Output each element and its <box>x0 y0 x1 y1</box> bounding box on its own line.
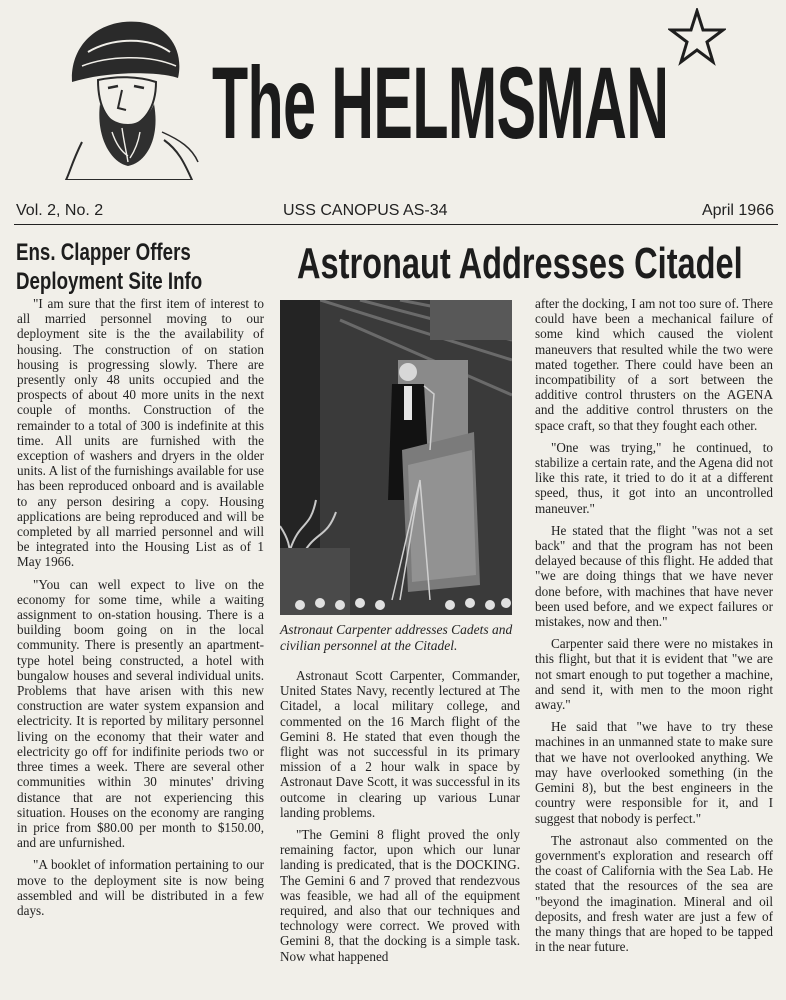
issue-volume: Vol. 2, No. 2 <box>16 202 104 219</box>
left-article-body <box>17 296 264 925</box>
main-paragraph: "One was trying," he continued, to stabilize a certain rate, and the Agena did not like this rate, it tried to do it at a different speed, thus, it got into an uncontrolled maneuver." <box>535 439 773 516</box>
left-paragraph: "You can well expect to live on the economy for some time, while a waiting assignment to on-station housing. There is a building boom going on in the local community. There is presently an apartment-type hotel being constructed, a hotel with bungalow houses and several individual units. Problems that have arisen with this new construction are water system expansion and electricity. It is reported by military personnel living on the economy that their water and electricity go off for indifinite periods two or three times a week. There are several other communities within 30 minutes' driving distance that are not experiencing this situation. Houses on the economy are ranging in price from $80.00 per month to $150.00, and are unfurnished. <box>17 576 264 851</box>
main-paragraph: after the docking, I am not too sure of. There could have been a mechanical failure of some kind which caused the violent maneuvers that resulted while the two were mated together. There could have been an incompatibility of a sort between the additive control thrusters on the AGENA and the additive control thrusters on the space craft, so that they fought each other. <box>535 296 773 433</box>
left-paragraph: "I am sure that the first item of interest to all married personnel moving to our deployment site is the the availability of housing. The construction of on station housing is progressing slowly. There are presently only 48 units occupied and the prospects of about 40 more units in the next couple of months. Construction of the remainder to a total of 300 is indefinite at this time. All units are furnished with the exception of washers and dryers in the older units. A list of the furnishings available for use has been reproduced onboard and is available to any person desiring a copy. Housing applications are being reproduced and will be completed by all married personnel and will be integrated into the Housing List as of 1 May 1966. <box>17 296 264 570</box>
main-article-col3 <box>535 296 773 961</box>
main-paragraph: The astronaut also commented on the government's exploration and research off the coast of California with the Sea Lab. He stated that the resources of the sea are "beyond the imagination. Mineral and oil deposits, and fresh water are just a few of the many things that are hoped to be tapped in the near future. <box>535 832 773 955</box>
star-icon <box>668 8 726 66</box>
issue-date: April 1966 <box>701 202 774 219</box>
left-headline-line1: Ens. Clapper Offers <box>16 239 191 266</box>
masthead-title: The HELMSMAN <box>212 46 669 160</box>
left-paragraph: "A booklet of information pertaining to our move to the deployment site is now being assembled and will be distributed in a few days. <box>17 857 264 918</box>
issue-info-bar <box>14 202 778 225</box>
astronaut-photo <box>280 300 512 615</box>
main-paragraph: Astronaut Scott Carpenter, Commander, United States Navy, recently lectured at The Citadel, a local military college, and commented on the 16 March flight of the Gemini 8. He stated that even though the flight was not successful in its primary mission of a 2 hour walk in space by Astronaut Dave Scott, it was successful in its outcome in clearing up various Lunar landing problems. <box>280 668 520 820</box>
main-paragraph: Carpenter said there were no mistakes in this flight, but that it is evident that "we are not smart enough to put together a machine, and send it, with men to the moon right away." <box>535 636 773 713</box>
ship-name: USS CANOPUS AS-34 <box>283 202 448 219</box>
left-article-headline <box>16 238 203 296</box>
main-paragraph: "The Gemini 8 flight proved the only remaining factor, upon which our lunar landing is predicated, that is the DOCKING. The Gemini 6 and 7 proved that rendezvous was feasible, we had all of the equipment required, and also that our techniques and technology were correct. We proved with Gemini 8, that the docking is a simple task. Now what happened <box>280 827 520 964</box>
photo-caption: Astronaut Carpenter addresses Cadets and civilian personnel at the Citadel. <box>280 622 513 653</box>
main-article-headline: Astronaut Addresses Citadel <box>297 239 743 288</box>
left-headline-line2: Deployment Site Info <box>16 268 203 295</box>
helmsman-portrait-icon <box>52 12 202 180</box>
main-paragraph: He said that "we have to try these machines in an unmanned state to make sure that we have not overlooked anything. We may have overlooked something (in the Gemini 8), but the best engineers in the country were responsible for it, and I suggest that nobody is perfect." <box>535 719 773 826</box>
main-paragraph: He stated that the flight "was not a set back" and that the program has not been delayed because of this flight. He added that "we are doing things that we have never done before, with machines that have never been used before, and we expect failures or mistakes, now and then." <box>535 522 773 630</box>
main-article-col2 <box>280 668 520 971</box>
